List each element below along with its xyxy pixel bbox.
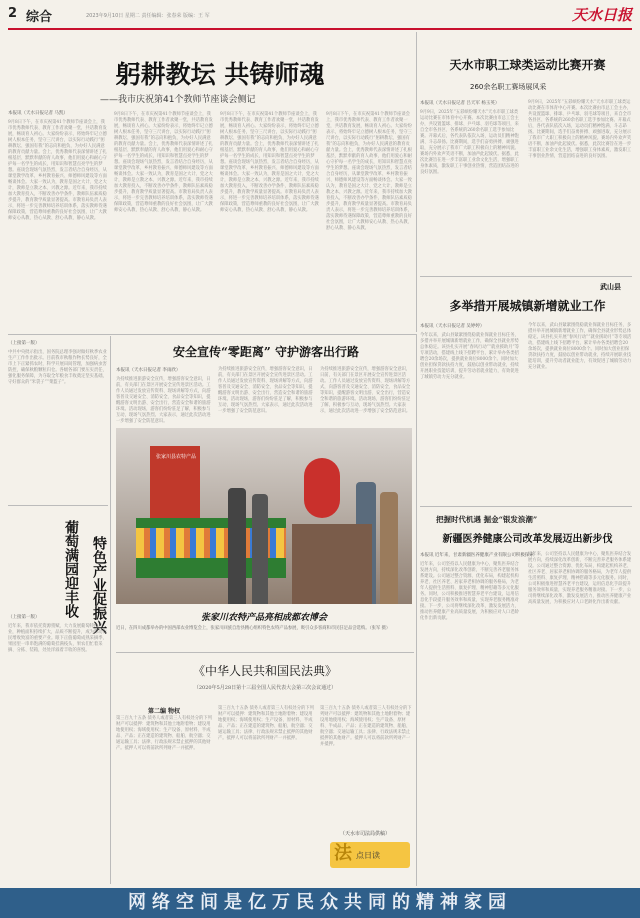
right-column-divider (416, 334, 417, 886)
section-name: 综合 (26, 10, 53, 25)
law-daily-icon: 法 (334, 843, 352, 864)
employment-title: 多举措开展城镇新增就业工作 (449, 299, 606, 313)
law-intro: （2020年5月28日第十三届全国人民代表大会第三次会议通过） (193, 685, 337, 691)
safety-title: 安全宣传“零距离” 守护游客出行路 (173, 345, 359, 359)
law-chapter: 第二编 物权 (147, 708, 181, 715)
grape-subtitle: 特色产业促振兴 (91, 536, 107, 634)
right-divider-1 (420, 276, 632, 277)
masthead-logo: 天水日报 (571, 6, 632, 24)
column-divider (416, 32, 417, 332)
care-body-col1: 近年来，公司坚持以人民健康为中心，聚焦医养结合发展方向，持续深化改革创新，不断完善养老服务体系建设。公司通过整合资源、优化布局，构建起机构养老、社区养老、居家养老相协调的服务格局，为老年人提供生活照料、康复护理、精神慰藉等多元化服务。同时，公司积极推进智慧养老平台建设，运用信息化手段提升服务效率和质量，实现养老服务精准对接。下一步，公司将继续深化改革，激发发展活力，推动医养健康产业高质量发展，为积极应对人口老龄化作出新贡献。 (420, 562, 519, 621)
employment-body-col2: 今年以来，武山县紧紧围绕稳就业保就业目标任务，多措并举开展城镇新增就业工作，确保全县就业形势总体稳定。该县扎实开展“春风行动”“就业援助月”等专项活动，搭建线上线下招聘平台，累计举办各类招聘会20余场次，提供就业岗位8000余个。同时加大创业担保贷款扶持力度，鼓励以创业带动就业，持续开展职业技能培训，提升劳动者就业能力，有效促进了城镇劳动力充分就业。 (528, 323, 632, 370)
lead-subtitle: ——我市庆祝第41个教师节座谈会侧记 (100, 95, 256, 105)
care-body-col2: 近年来，公司坚持以人民健康为中心，聚焦医养结合发展方向，持续深化改革创新，不断完善养老服务体系建设。公司通过整合资源、优化布局，构建起机构养老、社区养老、居家养老相协调的服务格局，为老年人提供生活照料、康复护理、精神慰藉等多元化服务。同时，公司积极推进智慧养老平台建设，运用信息化手段提升服务效率和质量，实现养老服务精准对接。下一步，公司将继续深化改革，激发发展活力，推动医养健康产业高质量发展，为积极应对人口老龄化作出新贡献。 (528, 552, 632, 605)
sports-title: 天水市职工球类运动比赛开赛 (449, 58, 606, 72)
care-kicker: 把握时代机遇 掘金“银发浪潮” (436, 515, 538, 524)
employment-place: 武山县 (600, 282, 621, 291)
lead-title: 躬耕教坛 共铸师魂 (115, 60, 325, 89)
person-4 (380, 492, 398, 604)
safety-body-col1: 为持续推进旅游安全宣传，增强游客安全意识，日前，有关部门在景区开展安全宣传进景区活动。工作人员通过发放宣传资料、现场讲解等方式，向游客普及交通安全、消防安全、食品安全等知识，提醒游客文明出游、安全出行，营造安全和谐的旅游环境。活动现场，游客们纷纷驻足了解，积极参与互动，现场气氛热烈。大家表示，通过此次活动进一步增强了安全防范意识。 (116, 377, 211, 424)
law-title: 《中华人民共和国民法典》 (192, 664, 337, 678)
law-body-col1: 第三百九十五条 债务人或者第三人有权处分的下列财产可以抵押：建筑物和其他土地附着物；建设用地使用权；海域使用权；生产设备、原材料、半成品、产品；正在建造的建筑物、船舶、航空器；交通运输工具；法律、行政法规未禁止抵押的其他财产。抵押人可以将前款所列财产一并抵押。 (116, 716, 212, 751)
lead-byline: 本报讯（天水日报记者 马凯） (8, 111, 68, 116)
left-byline: （上接第一版） (8, 341, 40, 346)
left-divider (8, 505, 108, 506)
left-body: 中共中央批示指出，国务院总理李强对做好秋季农业生产工作作出批示。目前我市秋粮作物长势良好，全市上下正紧抓农时，科学开展田间管理，加强病虫害防控，确保秋粮颗粒归仓。各级各部门要压实责任，强化服务保障，为夺取全年粮食丰收奠定坚实基础，守好群众的“米袋子”“菜篮子”。 (8, 350, 107, 385)
law-daily-label: 点日读 (356, 851, 380, 860)
care-title: 新疆医养健康公司改革发展迈出新步伐 (442, 534, 613, 545)
photo-caption: 近日，在四川成都举办的中国西部农业博览会上，张家川回族自治县精心组织特色农特产品参展，吸引众多客商和市民驻足品尝选购。（张军 摄） (116, 626, 391, 631)
grape-byline: （上接第一版） (8, 615, 40, 620)
lead-body-col3: 9月8日下午，在市庆祝第41个教师节座谈会上，我市优秀教师代表、教育工作者欢聚一堂，共话教育发展，畅谈育人初心。大家纷纷表示，将始终牢记立德树人根本任务，坚守三尺讲台，以实际行动践行“躬耕教坛、强国有我”的志向和抱负，为办好人民满意的教育贡献力量。会上，优秀教师代表深情讲述了扎根基层、默默奉献的育人故事，他们用爱心和耐心守护每一名学生的成长，用知识和智慧点亮学生的梦想。座谈会现场气氛热烈，发言者结合自身经历，从课堂教学改革、乡村教育振兴、师德师风建设等方面畅谈体会。大家一致认为，教育是国之大计、党之大计，教师是立教之本、兴教之源。近年来，我市持续加大教育投入，不断改善办学条件，教师队伍素质稳步提升，教育教学质量显著提高。市教育局负责人表示，将进一步完善教师培养培训体系，落实教师待遇保障政策，营造尊师重教的良好社会氛围，让广大教师安心从教、热心从教、舒心从教、静心从教。 (220, 112, 319, 213)
display-table (292, 524, 372, 604)
law-divider (116, 652, 414, 653)
safety-body-col2: 为持续推进旅游安全宣传，增强游客安全意识，日前，有关部门在景区开展安全宣传进景区活动。工作人员通过发放宣传资料、现场讲解等方式，向游客普及交通安全、消防安全、食品安全等知识，提醒游客文明出游、安全出行，营造安全和谐的旅游环境。活动现场，游客们纷纷驻足了解，积极参与互动，现场气氛热烈。大家表示，通过此次活动进一步增强了安全防范意识。 (218, 367, 313, 414)
footer-banner: 网络空间是亿万民众共同的精神家园 (0, 888, 640, 918)
sports-subtitle: 260余名职工赛场展风采 (470, 83, 547, 91)
section-divider (8, 334, 416, 335)
grape-body: 近年来，我市依托资源禀赋，大力发展葡萄特色产业，种植面积持续扩大，品质不断提升，成为带动农民增收致富的重要产业。眼下正值葡萄成熟采摘季，果园里一串串饱满的葡萄挂满枝头，果农们忙着采摘、分拣、装箱，处处洋溢着丰收的喜悦。 (8, 624, 107, 653)
care-byline: 本报讯 近年来，甘肃新疆医养健康产业有限公司积极探索 (420, 553, 534, 558)
employment-byline: 本报讯（天水日报记者 吴婷婷） (420, 324, 485, 329)
law-body-col3: 第三百九十五条 债务人或者第三人有权处分的下列财产可以抵押：建筑物和其他土地附着物；建设用地使用权；海域使用权；生产设备、原材料、半成品、产品；正在建造的建筑物、船舶、航空器；交通运输工具；法律、行政法规未禁止抵押的其他财产。抵押人可以将前款所列财产一并抵押。 (320, 706, 412, 747)
sports-byline: 本报讯（天水日报记者 吕天军 杨玉英） (420, 101, 500, 106)
grape-title: 葡萄满园迎丰收 (63, 520, 79, 618)
sports-body-col1: 9月9日，2025年“五彩缤纷耀天水”天水市职工球类运动比赛在市体育中心开赛。本次比赛由市总工会主办，共设置篮球、排球、乒乓球、羽毛球等项目，来自全市各县区、各系统的260余名职工选手参加比赛。开幕式后，各代表队依次入场，运动员们精神饱满、斗志昂扬。比赛期间，选手们奋勇拼搏、顽强进取，充分展示了我市广大职工积极向上的精神风貌。赛场内外欢声笑语不断，加油声此起彼伏。据悉，此次比赛旨在进一步丰富职工业余文化生活，增强职工身体素质，激发职工干事创业热情，营造团结奋进的良好氛围。 (420, 110, 519, 175)
safety-body-col3: 为持续推进旅游安全宣传，增强游客安全意识，日前，有关部门在景区开展安全宣传进景区活动。工作人员通过发放宣传资料、现场讲解等方式，向游客普及交通安全、消防安全、食品安全等知识，提醒游客文明出游、安全出行，营造安全和谐的旅游环境。活动现场，游客们纷纷驻足了解，积极参与互动，现场气氛热烈。大家表示，通过此次活动进一步增强了安全防范意识。 (320, 367, 411, 414)
employment-body-col1: 今年以来，武山县紧紧围绕稳就业保就业目标任务，多措并举开展城镇新增就业工作，确保全县就业形势总体稳定。该县扎实开展“春风行动”“就业援助月”等专项活动，搭建线上线下招聘平台，累计举办各类招聘会20余场次，提供就业岗位8000余个。同时加大创业担保贷款扶持力度，鼓励以创业带动就业，持续开展职业技能培训，提升劳动者就业能力，有效促进了城镇劳动力充分就业。 (420, 333, 520, 380)
page-header (8, 4, 632, 30)
right-divider-2 (420, 506, 632, 507)
safety-byline: 本报讯（天水日报记者 李雨欣） (116, 368, 181, 373)
page-number: 2 (8, 6, 18, 21)
photo-title: 张家川农特产品亮相成都农博会 (200, 613, 327, 623)
law-body-col2: 第三百九十五条 债务人或者第三人有权处分的下列财产可以抵押：建筑物和其他土地附着物；建设用地使用权；海域使用权；生产设备、原材料、半成品、产品；正在建造的建筑物、船舶、航空器；交通运输工具；法律、行政法规未禁止抵押的其他财产。抵押人可以将前款所列财产一并抵押。 (218, 706, 314, 741)
banner-sign (304, 458, 340, 518)
sports-body-col2: 9月9日，2025年“五彩缤纷耀天水”天水市职工球类运动比赛在市体育中心开赛。本次比赛由市总工会主办，共设置篮球、排球、乒乓球、羽毛球等项目，来自全市各县区、各系统的260余名职工选手参加比赛。开幕式后，各代表队依次入场，运动员们精神饱满、斗志昂扬。比赛期间，选手们奋勇拼搏、顽强进取，充分展示了我市广大职工积极向上的精神风貌。赛场内外欢声笑语不断，加油声此起彼伏。据悉，此次比赛旨在进一步丰富职工业余文化生活，增强职工身体素质，激发职工干事创业热情，营造团结奋进的良好氛围。 (528, 100, 632, 159)
law-source: （天水市司法局供稿） (340, 831, 391, 837)
issue-meta: 2023年9月10日 星期二 责任编辑：张春荣 版编：王 军 (86, 13, 210, 19)
lead-body-col1: 9月8日下午，在市庆祝第41个教师节座谈会上，我市优秀教师代表、教育工作者欢聚一堂，共话教育发展，畅谈育人初心。大家纷纷表示，将始终牢记立德树人根本任务，坚守三尺讲台，以实际行动践行“躬耕教坛、强国有我”的志向和抱负，为办好人民满意的教育贡献力量。会上，优秀教师代表深情讲述了扎根基层、默默奉献的育人故事，他们用爱心和耐心守护每一名学生的成长，用知识和智慧点亮学生的梦想。座谈会现场气氛热烈，发言者结合自身经历，从课堂教学改革、乡村教育振兴、师德师风建设等方面畅谈体会。大家一致认为，教育是国之大计、党之大计，教师是立教之本、兴教之源。近年来，我市持续加大教育投入，不断改善办学条件，教师队伍素质稳步提升，教育教学质量显著提高。市教育局负责人表示，将进一步完善教师培养培训体系，落实教师待遇保障政策，营造尊师重教的良好社会氛围，让广大教师安心从教、热心从教、舒心从教、静心从教。 (8, 120, 107, 221)
left-column-divider (110, 336, 111, 884)
person-1 (228, 488, 246, 604)
lead-body-col4: 9月8日下午，在市庆祝第41个教师节座谈会上，我市优秀教师代表、教育工作者欢聚一堂，共话教育发展，畅谈育人初心。大家纷纷表示，将始终牢记立德树人根本任务，坚守三尺讲台，以实际行动践行“躬耕教坛、强国有我”的志向和抱负，为办好人民满意的教育贡献力量。会上，优秀教师代表深情讲述了扎根基层、默默奉献的育人故事，他们用爱心和耐心守护每一名学生的成长，用知识和智慧点亮学生的梦想。座谈会现场气氛热烈，发言者结合自身经历，从课堂教学改革、乡村教育振兴、师德师风建设等方面畅谈体会。大家一致认为，教育是国之大计、党之大计，教师是立教之本、兴教之源。近年来，我市持续加大教育投入，不断改善办学条件，教师队伍素质稳步提升，教育教学质量显著提高。市教育局负责人表示，将进一步完善教师培养培训体系，落实教师待遇保障政策，营造尊师重教的良好社会氛围，让广大教师安心从教、热心从教、舒心从教、静心从教。 (326, 112, 412, 231)
person-2 (252, 494, 268, 604)
lead-body-col2: 9月8日下午，在市庆祝第41个教师节座谈会上，我市优秀教师代表、教育工作者欢聚一堂，共话教育发展，畅谈育人初心。大家纷纷表示，将始终牢记立德树人根本任务，坚守三尺讲台，以实际行动践行“躬耕教坛、强国有我”的志向和抱负，为办好人民满意的教育贡献力量。会上，优秀教师代表深情讲述了扎根基层、默默奉献的育人故事，他们用爱心和耐心守护每一名学生的成长，用知识和智慧点亮学生的梦想。座谈会现场气氛热烈，发言者结合自身经历，从课堂教学改革、乡村教育振兴、师德师风建设等方面畅谈体会。大家一致认为，教育是国之大计、党之大计，教师是立教之本、兴教之源。近年来，我市持续加大教育投入，不断改善办学条件，教师队伍素质稳步提升，教育教学质量显著提高。市教育局负责人表示，将进一步完善教师培养培训体系，落实教师待遇保障政策，营造尊师重教的良好社会氛围，让广大教师安心从教、热心从教、舒心从教、静心从教。 (114, 112, 213, 213)
booth-sign-text: 张家川县农特产品 (155, 454, 196, 460)
photo-expo (116, 428, 412, 604)
law-daily-badge (330, 842, 410, 868)
